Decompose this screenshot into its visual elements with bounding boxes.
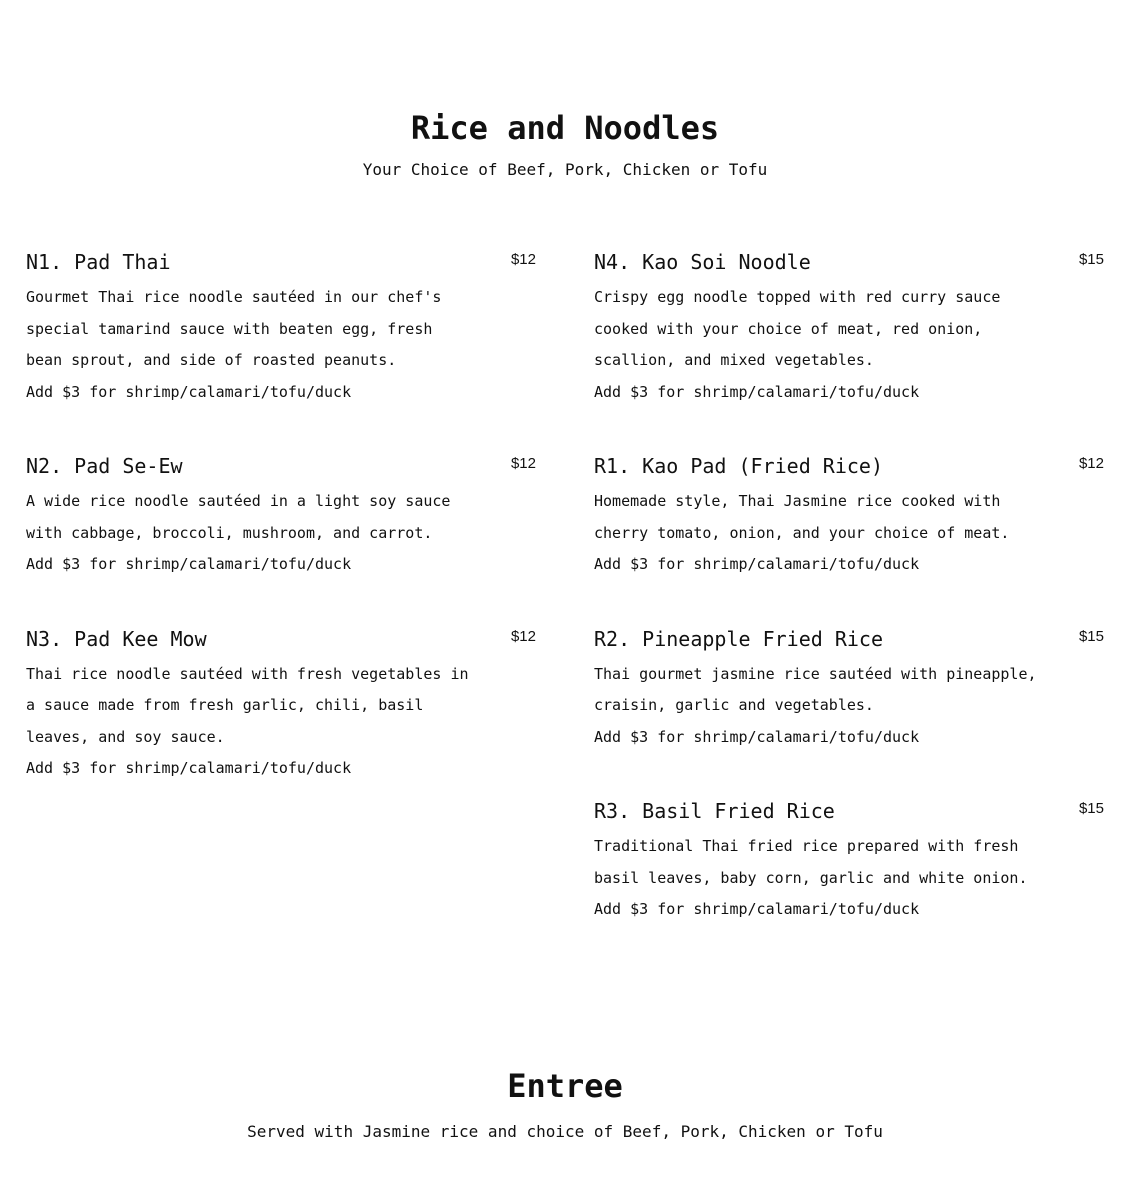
item-addon: Add $3 for shrimp/calamari/tofu/duck [594, 555, 920, 573]
section-title: Rice and Noodles [410, 109, 720, 147]
menu-item [26, 248, 536, 408]
item-name: N3. Pad Kee Mow [26, 626, 207, 651]
item-addon: Add $3 for shrimp/calamari/tofu/duck [594, 382, 920, 401]
item-name: N4. Kao Soi Noodle [594, 250, 811, 274]
menu-item [594, 797, 1104, 926]
item-name: R1. Kao Pad (Fried Rice) [594, 454, 883, 478]
menu-column-right [594, 248, 1104, 970]
item-description: Homemade style, Thai Jasmine rice cooked with cherry tomato, onion, and your choice of meat. [594, 492, 1010, 542]
item-description: Gourmet Thai rice noodle sautéed in our chef's special tamarind sauce with beaten egg, fresh bean sprout, and side of roasted peanuts. [26, 288, 442, 369]
item-name: N2. Pad Se-Ew [26, 454, 183, 478]
item-name: R3. Basil Fried Rice [594, 799, 835, 823]
item-description: Traditional Thai fried rice prepared with fresh basil leaves, baby corn, garlic and white onion. [594, 837, 1028, 887]
item-addon: Add $3 for shrimp/calamari/tofu/duck [26, 555, 352, 573]
menu-item [26, 625, 536, 785]
menu-item [26, 452, 536, 581]
section-subtitle: Served with Jasmine rice and choice of Beef, Pork, Chicken or Tofu [247, 1122, 883, 1141]
item-name: N1. Pad Thai [26, 250, 171, 274]
entree-header [0, 1067, 1130, 1141]
item-price: $12 [510, 627, 536, 645]
item-description: Crispy egg noodle topped with red curry sauce cooked with your choice of meat, red onion, scallion, and mixed vegetables. [594, 288, 1001, 369]
item-price: $12 [1078, 455, 1104, 472]
menu-column-left [26, 248, 536, 829]
item-description: A wide rice noodle sautéed in a light soy sauce with cabbage, broccoli, mushroom, and carrot. [26, 492, 451, 542]
section-subtitle: Your Choice of Beef, Pork, Chicken or Tofu [362, 160, 768, 179]
item-price: $12 [510, 455, 536, 472]
item-addon: Add $3 for shrimp/calamari/tofu/duck [594, 900, 920, 918]
item-price: $12 [510, 251, 536, 268]
item-description: Thai gourmet jasmine rice sautéed with pineapple, craisin, garlic and vegetables. [594, 664, 1037, 714]
item-description: Thai rice noodle sautéed with fresh vegetables in a sauce made from fresh garlic, chili, basil leaves, and soy sauce. [26, 664, 469, 746]
rice-noodles-header [0, 109, 1130, 179]
item-price: $15 [1078, 627, 1104, 645]
item-addon: Add $3 for shrimp/calamari/tofu/duck [26, 382, 352, 401]
item-addon: Add $3 for shrimp/calamari/tofu/duck [594, 727, 920, 746]
menu-item [594, 625, 1104, 754]
menu-item [594, 248, 1104, 408]
section-title: Entree [507, 1067, 623, 1105]
item-addon: Add $3 for shrimp/calamari/tofu/duck [26, 759, 352, 777]
item-name: R2. Pineapple Fried Rice [594, 626, 883, 651]
item-price: $15 [1078, 800, 1104, 817]
item-price: $15 [1078, 251, 1104, 268]
menu-item [594, 452, 1104, 581]
